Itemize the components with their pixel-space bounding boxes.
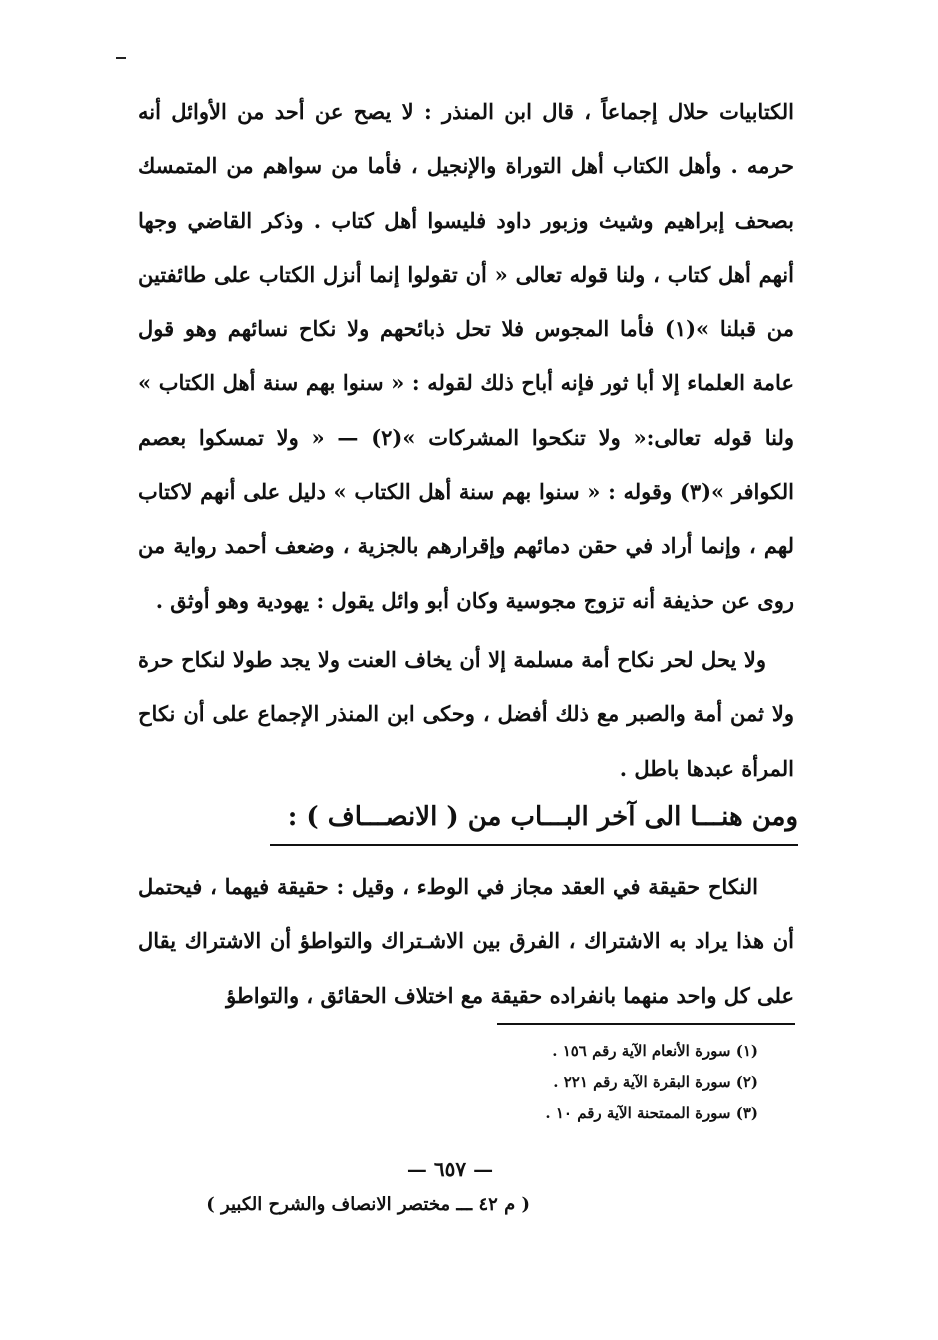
paragraph-2: ولا يحل لحر نكاح أمة مسلمة إلا أن يخاف العنت ولا يجد طولا لنكاح حرة ولا ثمن أمة والصبر مع ذلك أفضل ، وحكى ابن المنذر الإجماع على أن نكاح المرأة عبدها باطل . — [138, 647, 794, 781]
footnote-2: (٢) سورة البقرة الآية رقم ٢٢١ . — [553, 1073, 758, 1091]
page-number: — ٦٥٧ — — [406, 1157, 494, 1181]
paragraph-3: النكاح حقيقة في العقد مجاز في الوطء ، وقيل : حقيقة فيهما ، فيحتمل أن هذا يراد به الاشتراك ، الفرق بين الاشـتراك والتواطؤ أن الاشتراك يقال على كل واحد منهما بانفراده حقيقة مع اختلاف الحقائق ، والتواطؤ — [138, 874, 794, 1008]
paragraph-1: الكتابيات حلال إجماعاً ، قال ابن المنذر : لا يصح عن أحد من الأوائل أنه حرمه . وأهل الكتاب أهل التوراة والإنجيل ، فأما من سواهم من المتمسك بصحف إبراهيم وشيث وزبور داود فليسوا أهل كتاب . وذكر القاضي وجها أنهم أهل كتاب ، ولنا قوله تعالى « أن تقولوا إنما أنزل الكتاب على طائفتين من قبلنا »(١) فأما المجوس فلا تحل ذبائحهم ولا نكاح نسائهم وهو قول عامة العلماء إلا أبا ثور فإنه أباح ذلك لقوله : « سنوا بهم سنة أهل الكتاب » ولنا قوله تعالى:« ولا تنكحوا المشركات »(٢) — « ولا تمسكوا بعصم الكوافر »(٣) وقوله : « سنوا بهم سنة أهل الكتاب » دليل على أنهم لاكتاب لهم ، وإنما أراد في حقن دمائهم وإقرارهم بالجزية ، وضعف أحمد رواية من روى عن حذيفة أنه تزوج مجوسية وكان أبو وائل يقول : يهودية وهو أوثق . — [138, 99, 794, 613]
section-heading: ومن هنـــا الى آخر البـــاب من ( الانصـــاف ) : — [287, 802, 798, 832]
footnote-3: (٣) سورة الممتحنة الآية رقم ١٠ . — [545, 1104, 758, 1122]
heading-underline — [270, 844, 798, 846]
footnote-separator — [497, 1023, 795, 1025]
margin-mark — [116, 57, 126, 59]
footnotes-list — [440, 1036, 758, 1129]
printer-signature: ( م ٤٢ ـــ مختصر الانصاف والشرح الكبير ) — [206, 1194, 530, 1215]
footnote-1: (١) سورة الأنعام الآية رقم ١٥٦ . — [552, 1042, 758, 1060]
